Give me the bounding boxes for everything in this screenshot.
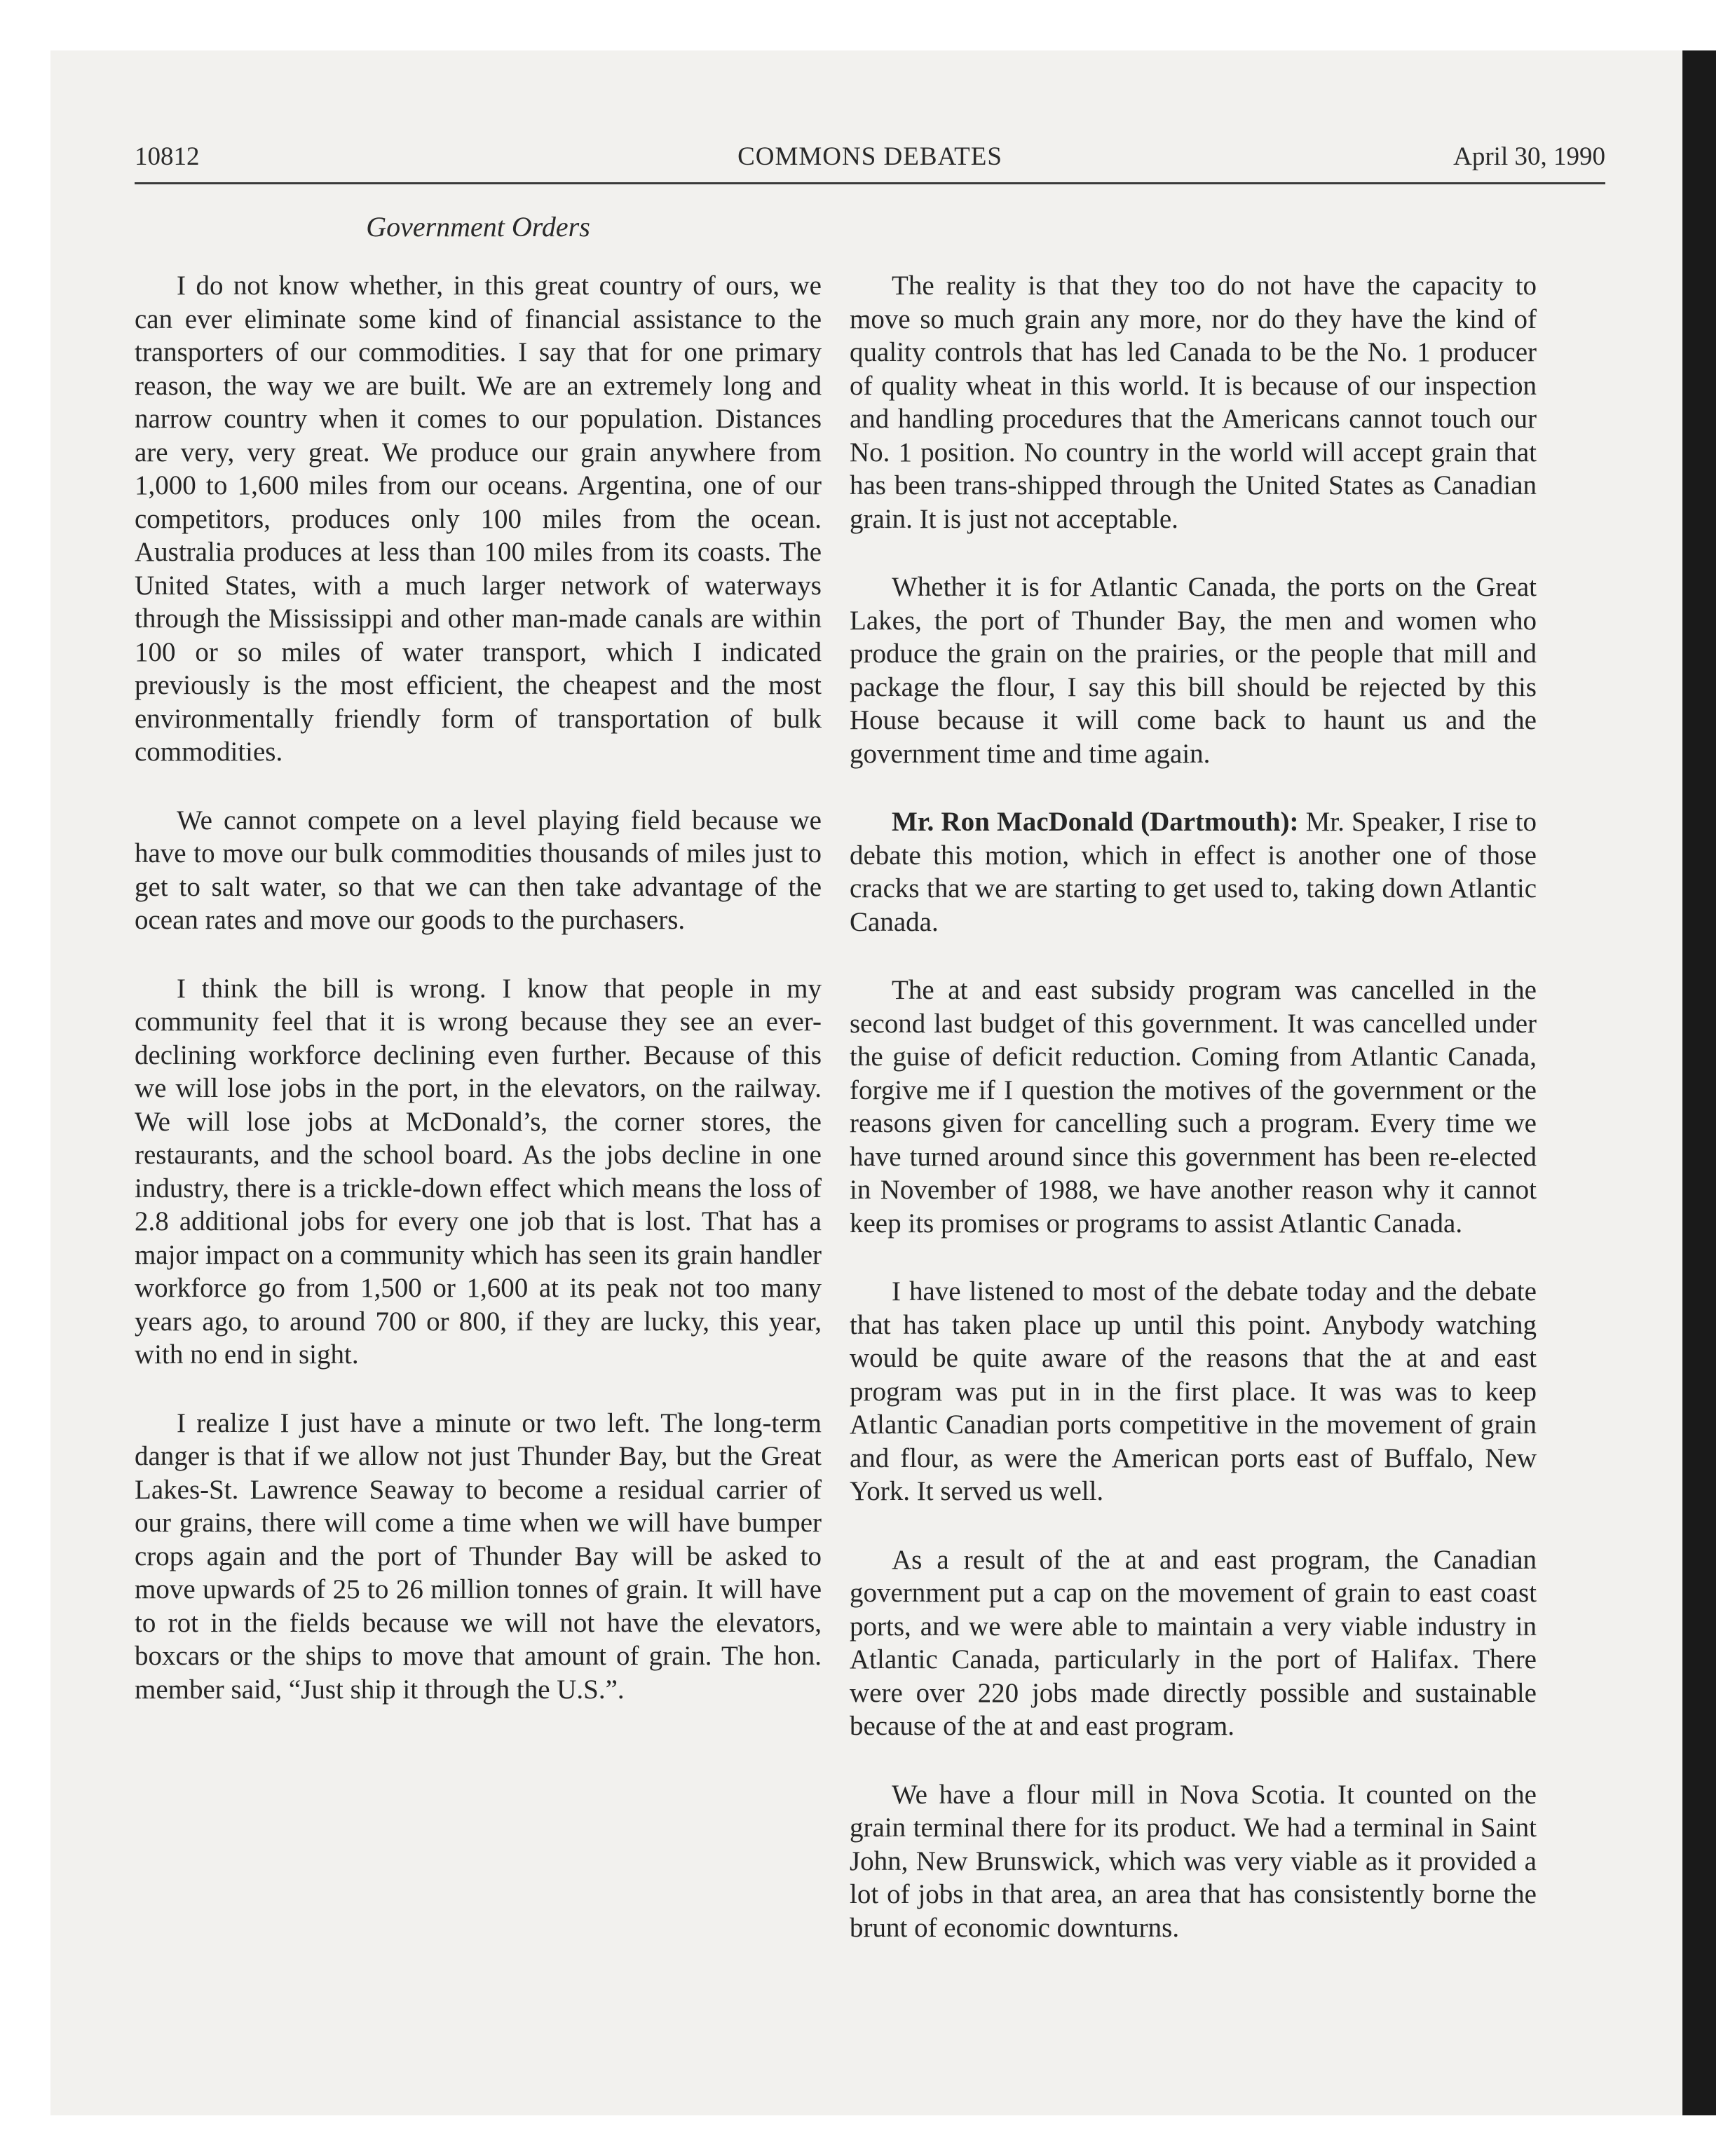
speaker-paragraph [850, 805, 1537, 939]
paragraph: The reality is that they too do not have the capacity to move so much grain any more, nor do they have the kind of quality controls that has led Canada to be the No. 1 producer of quality wheat in this world. It is because of our inspection and handling procedures that the Americans cannot touch our No. 1 position. No country in the world will accept grain that has been trans-shipped through the United States as Canadian grain. It is just not acceptable. [850, 271, 1537, 534]
paragraph: I realize I just have a minute or two left. The long-term danger is that if we allow not just Thunder Bay, but the Great Lakes-St. Lawrence Seaway to become a residual carrier of our grains, there will come a time when we will have bumper crops again and the port of Thunder Bay will be asked to move upwards of 25 to 26 million tonnes of grain. It will have to rot in the fields because we will not have the elevators, boxcars or the ships to move that amount of grain. The hon. member said, “Just ship it through the U.S.”. [135, 1407, 822, 1705]
paragraph: Whether it is for Atlantic Canada, the ports on the Great Lakes, the port of Thunder Bay, the men and women who produce the grain on the prairies, or the people that mill and package the flour, I say this bill should be rejected by this House because it will come back to haunt us and the government time and time again. [850, 572, 1537, 769]
paragraph: As a result of the at and east program, the Canadian government put a cap on the movement of grain to east coast ports, and we were able to maintain a very viable industry in Atlantic Canada, particularly in the port of Halifax. There were over 220 jobs made directly possible and sustainable because of the at and east program. [850, 1544, 1537, 1741]
speaker-text: Mr. Speaker, I rise to debate this motion, which in effect is another one of those cracks that we are starting to get used to, taking down Atlantic Canada. [850, 807, 1537, 937]
left-column [135, 269, 822, 1741]
speaker-name: Mr. Ron MacDonald (Dartmouth): [892, 807, 1299, 837]
page [50, 50, 1687, 2115]
paragraph: We have a flour mill in Nova Scotia. It counted on the grain terminal there for its product. We had a terminal in Saint John, New Brunswick, which was very viable as it provided a lot of jobs in that area, an area that has consistently borne the brunt of economic downturns. [850, 1779, 1537, 1943]
page-number: 10812 [135, 142, 200, 171]
section-title: Government Orders [366, 211, 590, 243]
right-column [850, 269, 1537, 1979]
paragraph: We cannot compete on a level playing field because we have to move our bulk commodities thousands of miles just to get to salt water, so that we can then take advantage of the ocean rates and move our goods to the purchasers. [135, 805, 822, 935]
paragraph: I do not know whether, in this great country of ours, we can ever eliminate some kind of financial assistance to the transporters of our commodities. I say that for one primary reason, the way we are built. We are an extremely long and narrow country when it comes to our population. Distances are very, very great. We produce our grain anywhere from 1,000 to 1,600 miles from our oceans. Argentina, one of our competitors, produces only 100 miles from the ocean. Australia produces at less than 100 miles from its coasts. The United States, with a much larger network of waterways through the Mississippi and other man-made canals are within 100 or so miles of water transport, which I indicated previously is the most efficient, the cheapest and the most environmentally friendly form of transportation of bulk commodities. [135, 271, 822, 767]
paragraph: I have listened to most of the debate today and the debate that has taken place up until this point. Anybody watching would be quite aware of the reasons that the at and east program was put in in the first place. It was was to keep Atlantic Canadian ports competitive in the movement of grain and flour, as were the American ports east of Buffalo, New York. It served us well. [850, 1276, 1537, 1506]
paragraph: The at and east subsidy program was cancelled in the second last budget of this government. It was cancelled under the guise of deficit reduction. Coming from Atlantic Canada, forgive me if I question the motives of the government or the reasons given for cancelling such a program. Every time we have turned around since this government has been re-elected in November of 1988, we have another reason why it cannot keep its promises or programs to assist Atlantic Canada. [850, 975, 1537, 1239]
running-header [135, 142, 1605, 184]
header-rule [135, 182, 1605, 184]
paragraph: I think the bill is wrong. I know that people in my community feel that it is wrong because they see an ever-declining workforce declining even further. Because of this we will lose jobs in the port, in the elevators, on the railway. We will lose jobs at McDonald’s, the corner stores, the restaurants, and the school board. As the jobs decline in one industry, there is a trickle-down effect which means the loss of 2.8 additional jobs for every one job that is lost. That has a major impact on a community which has seen its grain handler workforce go from 1,500 or 1,600 at its peak not too many years ago, to around 700 or 800, if they are lucky, this year, with no end in sight. [135, 973, 822, 1370]
publication-date: April 30, 1990 [1453, 142, 1605, 171]
publication-title: COMMONS DEBATES [737, 142, 1002, 171]
page-edge-shadow [1682, 50, 1716, 2115]
